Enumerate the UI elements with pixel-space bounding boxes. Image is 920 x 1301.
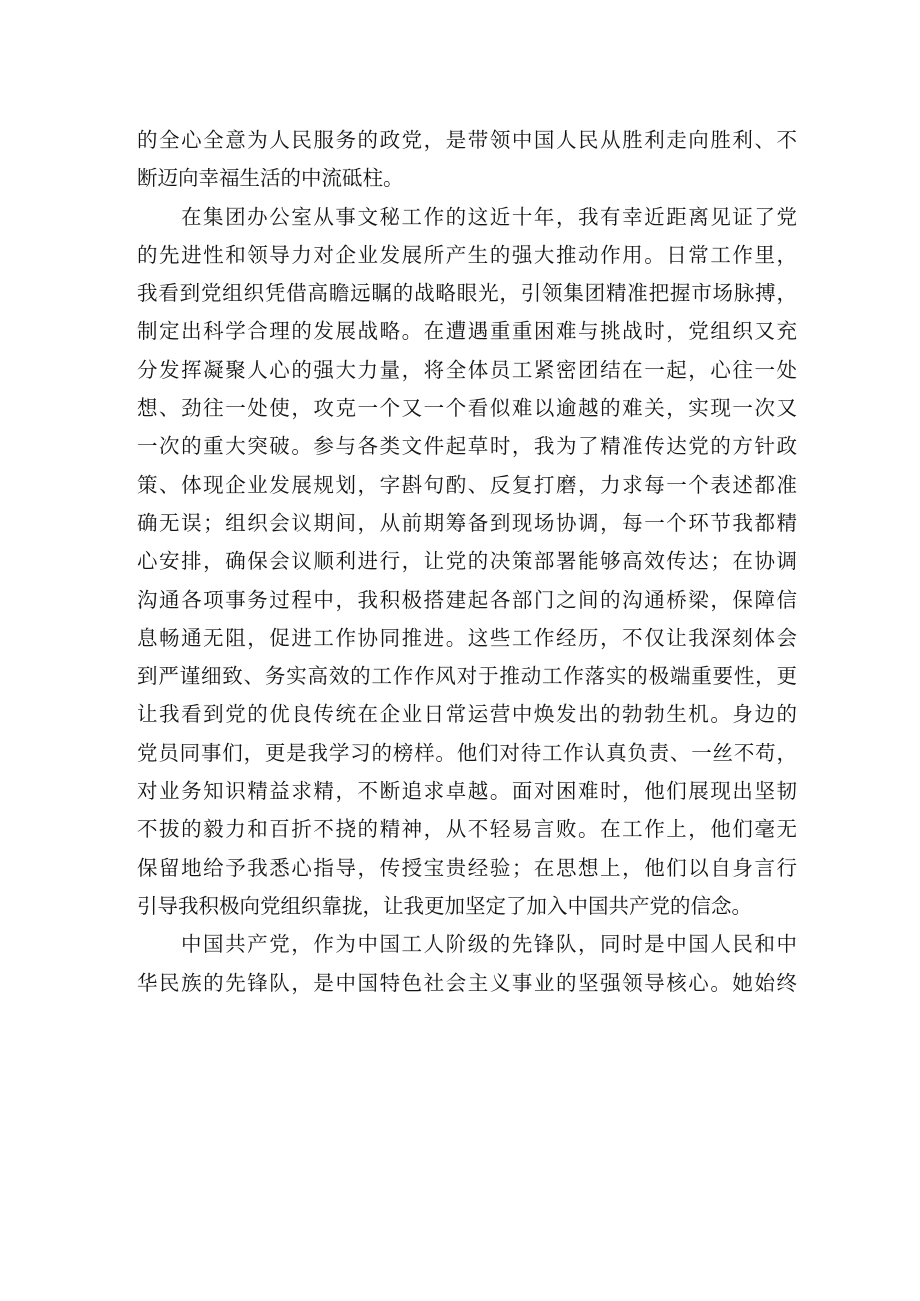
text-line: 策、体现企业发展规划，字斟句酌、反复打磨，力求每一个表述都准	[137, 472, 797, 497]
text-line: 确无误；组织会议期间，从前期筹备到现场协调，每一个环节我都精	[137, 510, 797, 535]
text-line: 的全心全意为人民服务的政党，是带领中国人民从胜利走向胜利、不	[137, 128, 797, 152]
text-line: 引导我积极向党组织靠拢，让我更加坚定了加入中国共产党的信念。	[137, 893, 752, 918]
text-line: 断迈向幸福生活的中流砥柱。	[137, 166, 404, 191]
text-line: 息畅通无阻，促进工作协同推进。这些工作经历，不仅让我深刻体会	[137, 625, 797, 650]
text-line: 想、劲往一处使，攻克一个又一个看似难以逾越的难关，实现一次又	[137, 396, 797, 421]
text-line: 我看到党组织凭借高瞻远瞩的战略眼光，引领集团精准把握市场脉搏，	[137, 281, 797, 306]
document-body	[137, 121, 797, 1002]
text-line: 保留地给予我悉心指导，传授宝贵经验；在思想上，他们以自身言行	[137, 855, 797, 880]
text-line: 对业务知识精益求精，不断追求卓越。面对困难时，他们展现出坚韧	[137, 779, 797, 804]
text-line: 心安排，确保会议顺利进行，让党的决策部署能够高效传达；在协调	[137, 549, 797, 574]
text-line: 沟通各项事务过程中，我积极搭建起各部门之间的沟通桥梁，保障信	[137, 587, 797, 612]
text-line: 在集团办公室从事文秘工作的这近十年，我有幸近距离见证了党	[181, 204, 797, 229]
text-line: 一次的重大突破。参与各类文件起草时，我为了精准传达党的方针政	[137, 434, 797, 459]
text-line: 不拔的毅力和百折不挠的精神，从不轻易言败。在工作上，他们毫无	[137, 817, 797, 842]
text-line: 华民族的先锋队，是中国特色社会主义事业的坚强领导核心。她始终	[137, 970, 797, 995]
text-line: 的先进性和领导力对企业发展所产生的强大推动作用。日常工作里，	[137, 242, 797, 267]
text-line: 分发挥凝聚人心的强大力量，将全体员工紧密团结在一起，心往一处	[137, 357, 797, 382]
text-line: 制定出科学合理的发展战略。在遭遇重重困难与挑战时，党组织又充	[137, 319, 797, 344]
text-line: 中国共产党，作为中国工人阶级的先锋队，同时是中国人民和中	[181, 932, 797, 957]
text-line: 让我看到党的优良传统在企业日常运营中焕发出的勃勃生机。身边的	[137, 702, 797, 727]
text-line: 到严谨细致、务实高效的工作作风对于推动工作落实的极端重要性，更	[137, 664, 797, 689]
text-line: 党员同事们，更是我学习的榜样。他们对待工作认真负责、一丝不苟，	[137, 740, 797, 765]
